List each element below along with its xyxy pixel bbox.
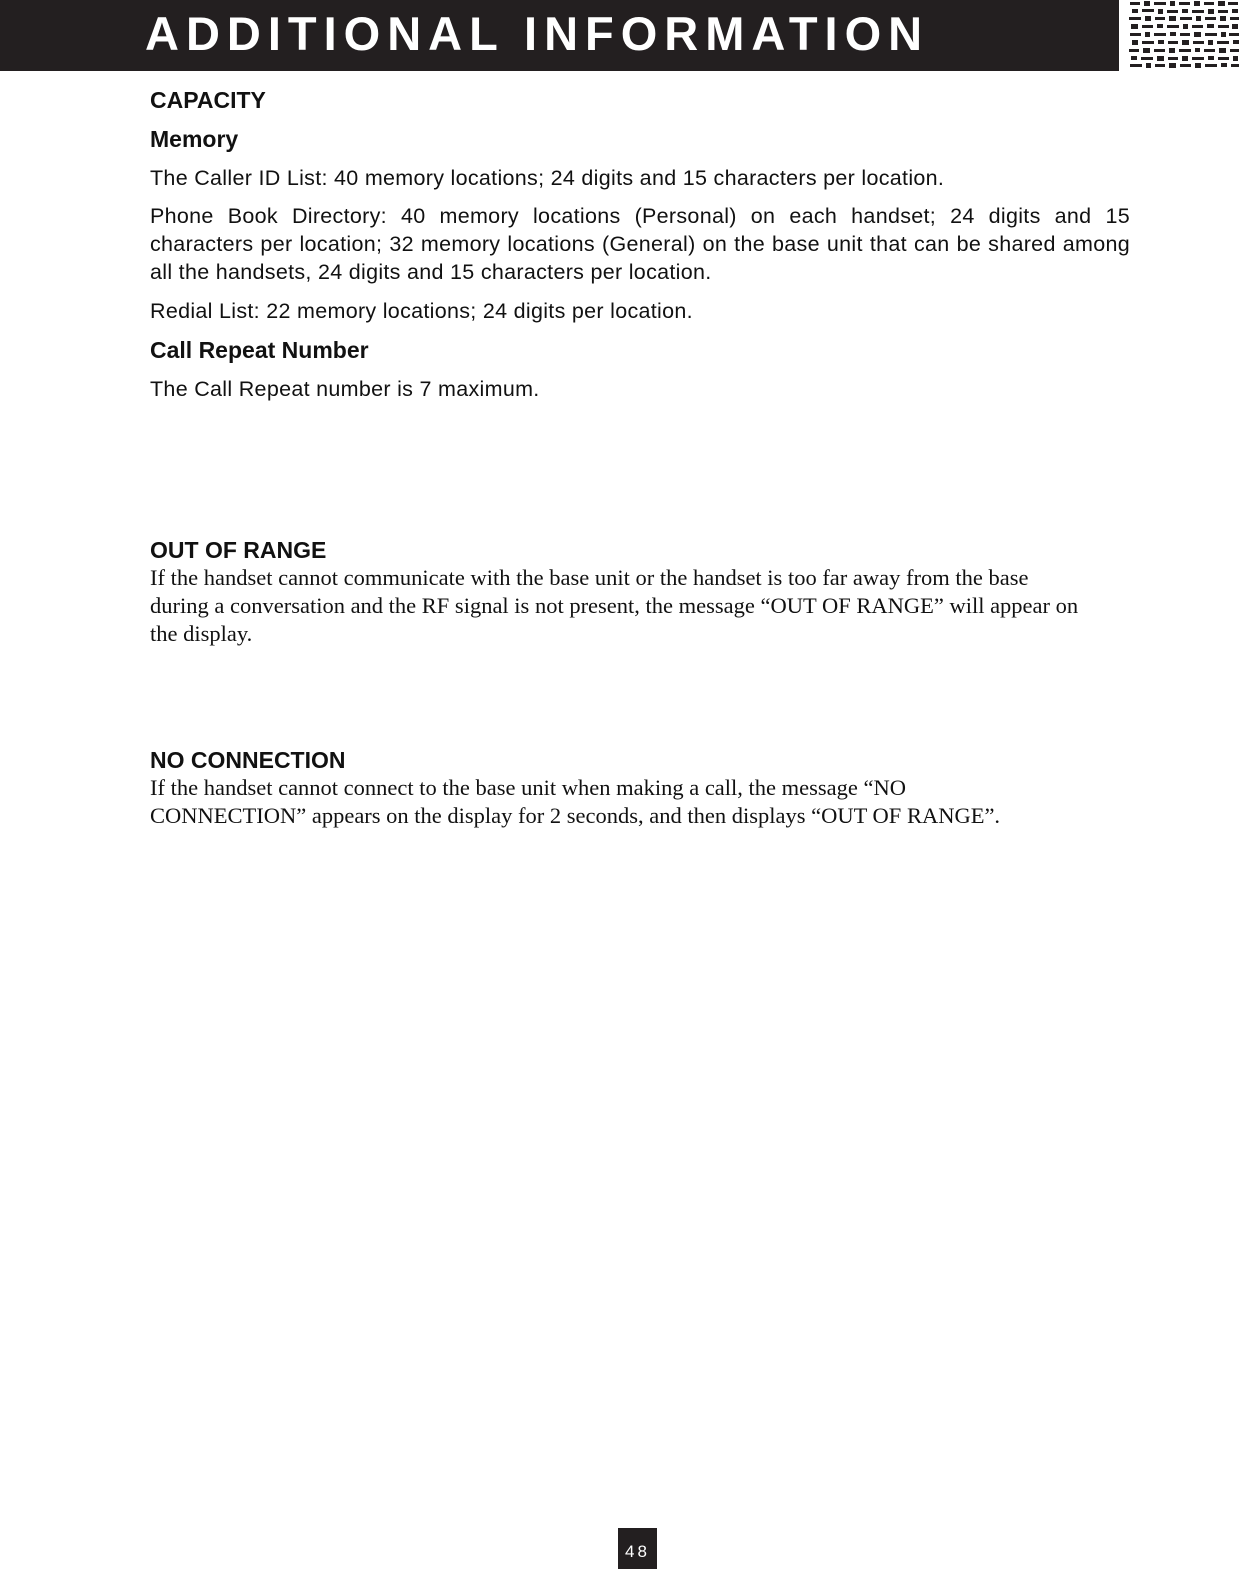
call-repeat-text: The Call Repeat number is 7 maximum. (150, 377, 540, 401)
no-connection-section (150, 746, 1130, 830)
capacity-section (150, 86, 1130, 403)
page-number: 48 (618, 1528, 657, 1569)
caller-id-capacity: The Caller ID List: 40 memory locations; 24 digits and 15 characters per location. (150, 166, 945, 190)
memory-heading: Memory (150, 126, 239, 152)
phone-book-capacity: Phone Book Directory: 40 memory locations (Personal) on each handset; 24 digits and 15 characters per location; 32 memory locations (General) on the base unit that can be shared among all the handsets, 24 digits and 15 characters per location. (150, 204, 1130, 284)
out-of-range-section (150, 536, 1130, 648)
call-repeat-heading: Call Repeat Number (150, 337, 369, 363)
no-connection-text: If the handset cannot connect to the base unit when making a call, the message “NO CONNECTION” appears on the display for 2 seconds, and then displays “OUT OF RANGE”. (150, 775, 1001, 828)
no-connection-heading: NO CONNECTION (150, 747, 346, 773)
decorative-pattern-icon (1128, 0, 1240, 72)
out-of-range-heading: OUT OF RANGE (150, 537, 327, 563)
out-of-range-text: If the handset cannot communicate with the base unit or the handset is too far away from the base during a conversation and the RF signal is not present, the message “OUT OF RANGE” will appear on the display. (150, 565, 1079, 646)
capacity-heading: CAPACITY (150, 87, 266, 113)
redial-capacity: Redial List: 22 memory locations; 24 digits per location. (150, 299, 693, 323)
header-bar (0, 0, 1119, 71)
page-title: ADDITIONAL INFORMATION (145, 7, 930, 60)
